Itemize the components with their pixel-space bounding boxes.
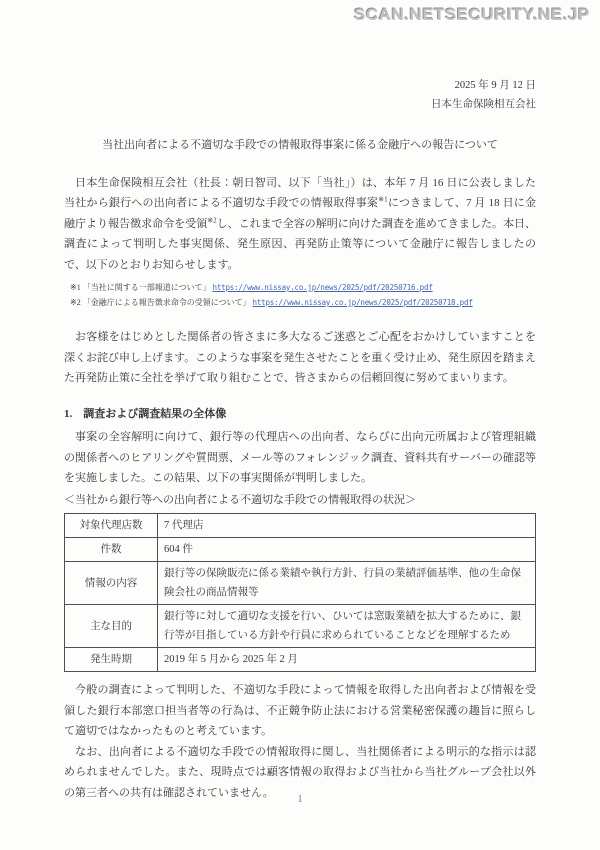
intro-text-1: 日本生命保険相互会社（社長：朝日智司、以下「当社」）は、本年 7 月 16 日に公表しました当社から銀行への出向者による不適切な手段での情報取得事案 (64, 176, 536, 209)
paragraph-investigation: 事案の全容解明に向けて、銀行等の代理店への出向者、ならびに出向元所属および管理組織の関係者へのヒアリングや質問票、メール等のフォレンジック調査、資料共有サーバーの確認等を実施しました。この結果、以下の事実関係が判明しました。 (64, 431, 536, 484)
table-row (65, 648, 536, 672)
footnote-ref-2: ※2 (207, 215, 217, 224)
footnote-1 (70, 280, 536, 295)
scan-netsecurity-watermark: SCAN.NETSECURITY.NE.JP (354, 5, 590, 24)
company-name: 日本生命保険相互会社 (431, 99, 536, 110)
footnote-2 (70, 295, 536, 310)
section-heading: 1. 調査および調査結果の全体像 (64, 407, 227, 420)
table-row-label: 主な目的 (65, 605, 158, 648)
document-date: 2025 年 9 月 12 日 (454, 80, 536, 91)
paragraph-intro (64, 173, 536, 276)
footnote-2-link[interactable]: https://www.nissay.co.jp/news/2025/pdf/20250718.pdf (252, 298, 473, 307)
document-header (64, 76, 536, 114)
page-number: 1 (297, 794, 303, 805)
footnote-2-marker: ※2 (70, 298, 81, 307)
table-row (65, 538, 536, 562)
document-title: 当社出向者による不適切な手段での情報取得事案に係る金融庁への報告について (102, 139, 498, 151)
footnote-ref-1: ※1 (378, 195, 388, 204)
paragraph-conclusion-2: なお、出向者による不適切な手段での情報取得に関し、当社関係者による明示的な指示は認められませんでした。また、現時点では顧客情報の取得および当社から当社グループ会社以外の第三者への共有は確認されていません。 (64, 745, 536, 799)
table-row-value: 2019 年 5 月から 2025 年 2 月 (158, 648, 536, 672)
table-row (65, 605, 536, 648)
paragraph-apology: お客様をはじめとした関係者の皆さまに多大なるご迷惑とご心配をおかけしていますことを深くお詫び申し上げます。このような事案を発生させたことを重く受け止め、発生原因を踏まえた再発防止策に全社を挙げて取り組むことで、皆さまからの信頼回復に努めてまいります。 (64, 331, 536, 384)
incident-table (64, 513, 536, 672)
table-row-label: 件数 (65, 538, 158, 562)
document-content (64, 76, 536, 803)
table-row (65, 562, 536, 605)
table-row-label: 対象代理店数 (65, 514, 158, 538)
table-row-label: 情報の内容 (65, 562, 158, 605)
table-row (65, 514, 536, 538)
footnote-2-title: 「金融庁による報告徴求命令の受領について」 (82, 298, 251, 307)
table-row-value: 7 代理店 (158, 514, 536, 538)
table-row-value: 銀行等の保険販売に係る業績や執行方針、行員の業績評価基準、他の生命保険会社の商品情報等 (158, 562, 536, 605)
footnote-1-link[interactable]: https://www.nissay.co.jp/news/2025/pdf/20250716.pdf (212, 283, 433, 292)
table-row-value: 銀行等に対して適切な支援を行い、ひいては窓販業績を拡大するために、銀行等が目指している方針や行員に求められていることなどを理解するため (158, 605, 536, 648)
footnote-1-marker: ※1 (70, 283, 81, 292)
table-caption: ＜当社から銀行等への出向者による不適切な手段での情報取得の状況＞ (64, 493, 416, 506)
footnote-1-title: 「当社に関する一部報道について」 (82, 283, 211, 292)
footnotes-block (64, 280, 536, 310)
paragraph-conclusion-1: 今般の調査によって判明した、不適切な手段によって情報を取得した出向者および情報を受領した銀行本部窓口担当者等の行為は、不正競争防止法における営業秘密保護の趣旨に照らして適切ではなかったものと考えています。 (64, 684, 536, 737)
table-row-value: 604 件 (158, 538, 536, 562)
intro-text-2: につきまして、7 月 18 日に金融庁より報告徴求命令を受領 (64, 197, 536, 230)
intro-text-3: し、これまで全容の解明に向けた調査を進めてきました。本日、調査によって判明した事実関係、発生原因、再発防止策等について金融庁に報告しましたので、以下のとおりお知らせします。 (64, 217, 537, 271)
table-row-label: 発生時期 (65, 648, 158, 672)
